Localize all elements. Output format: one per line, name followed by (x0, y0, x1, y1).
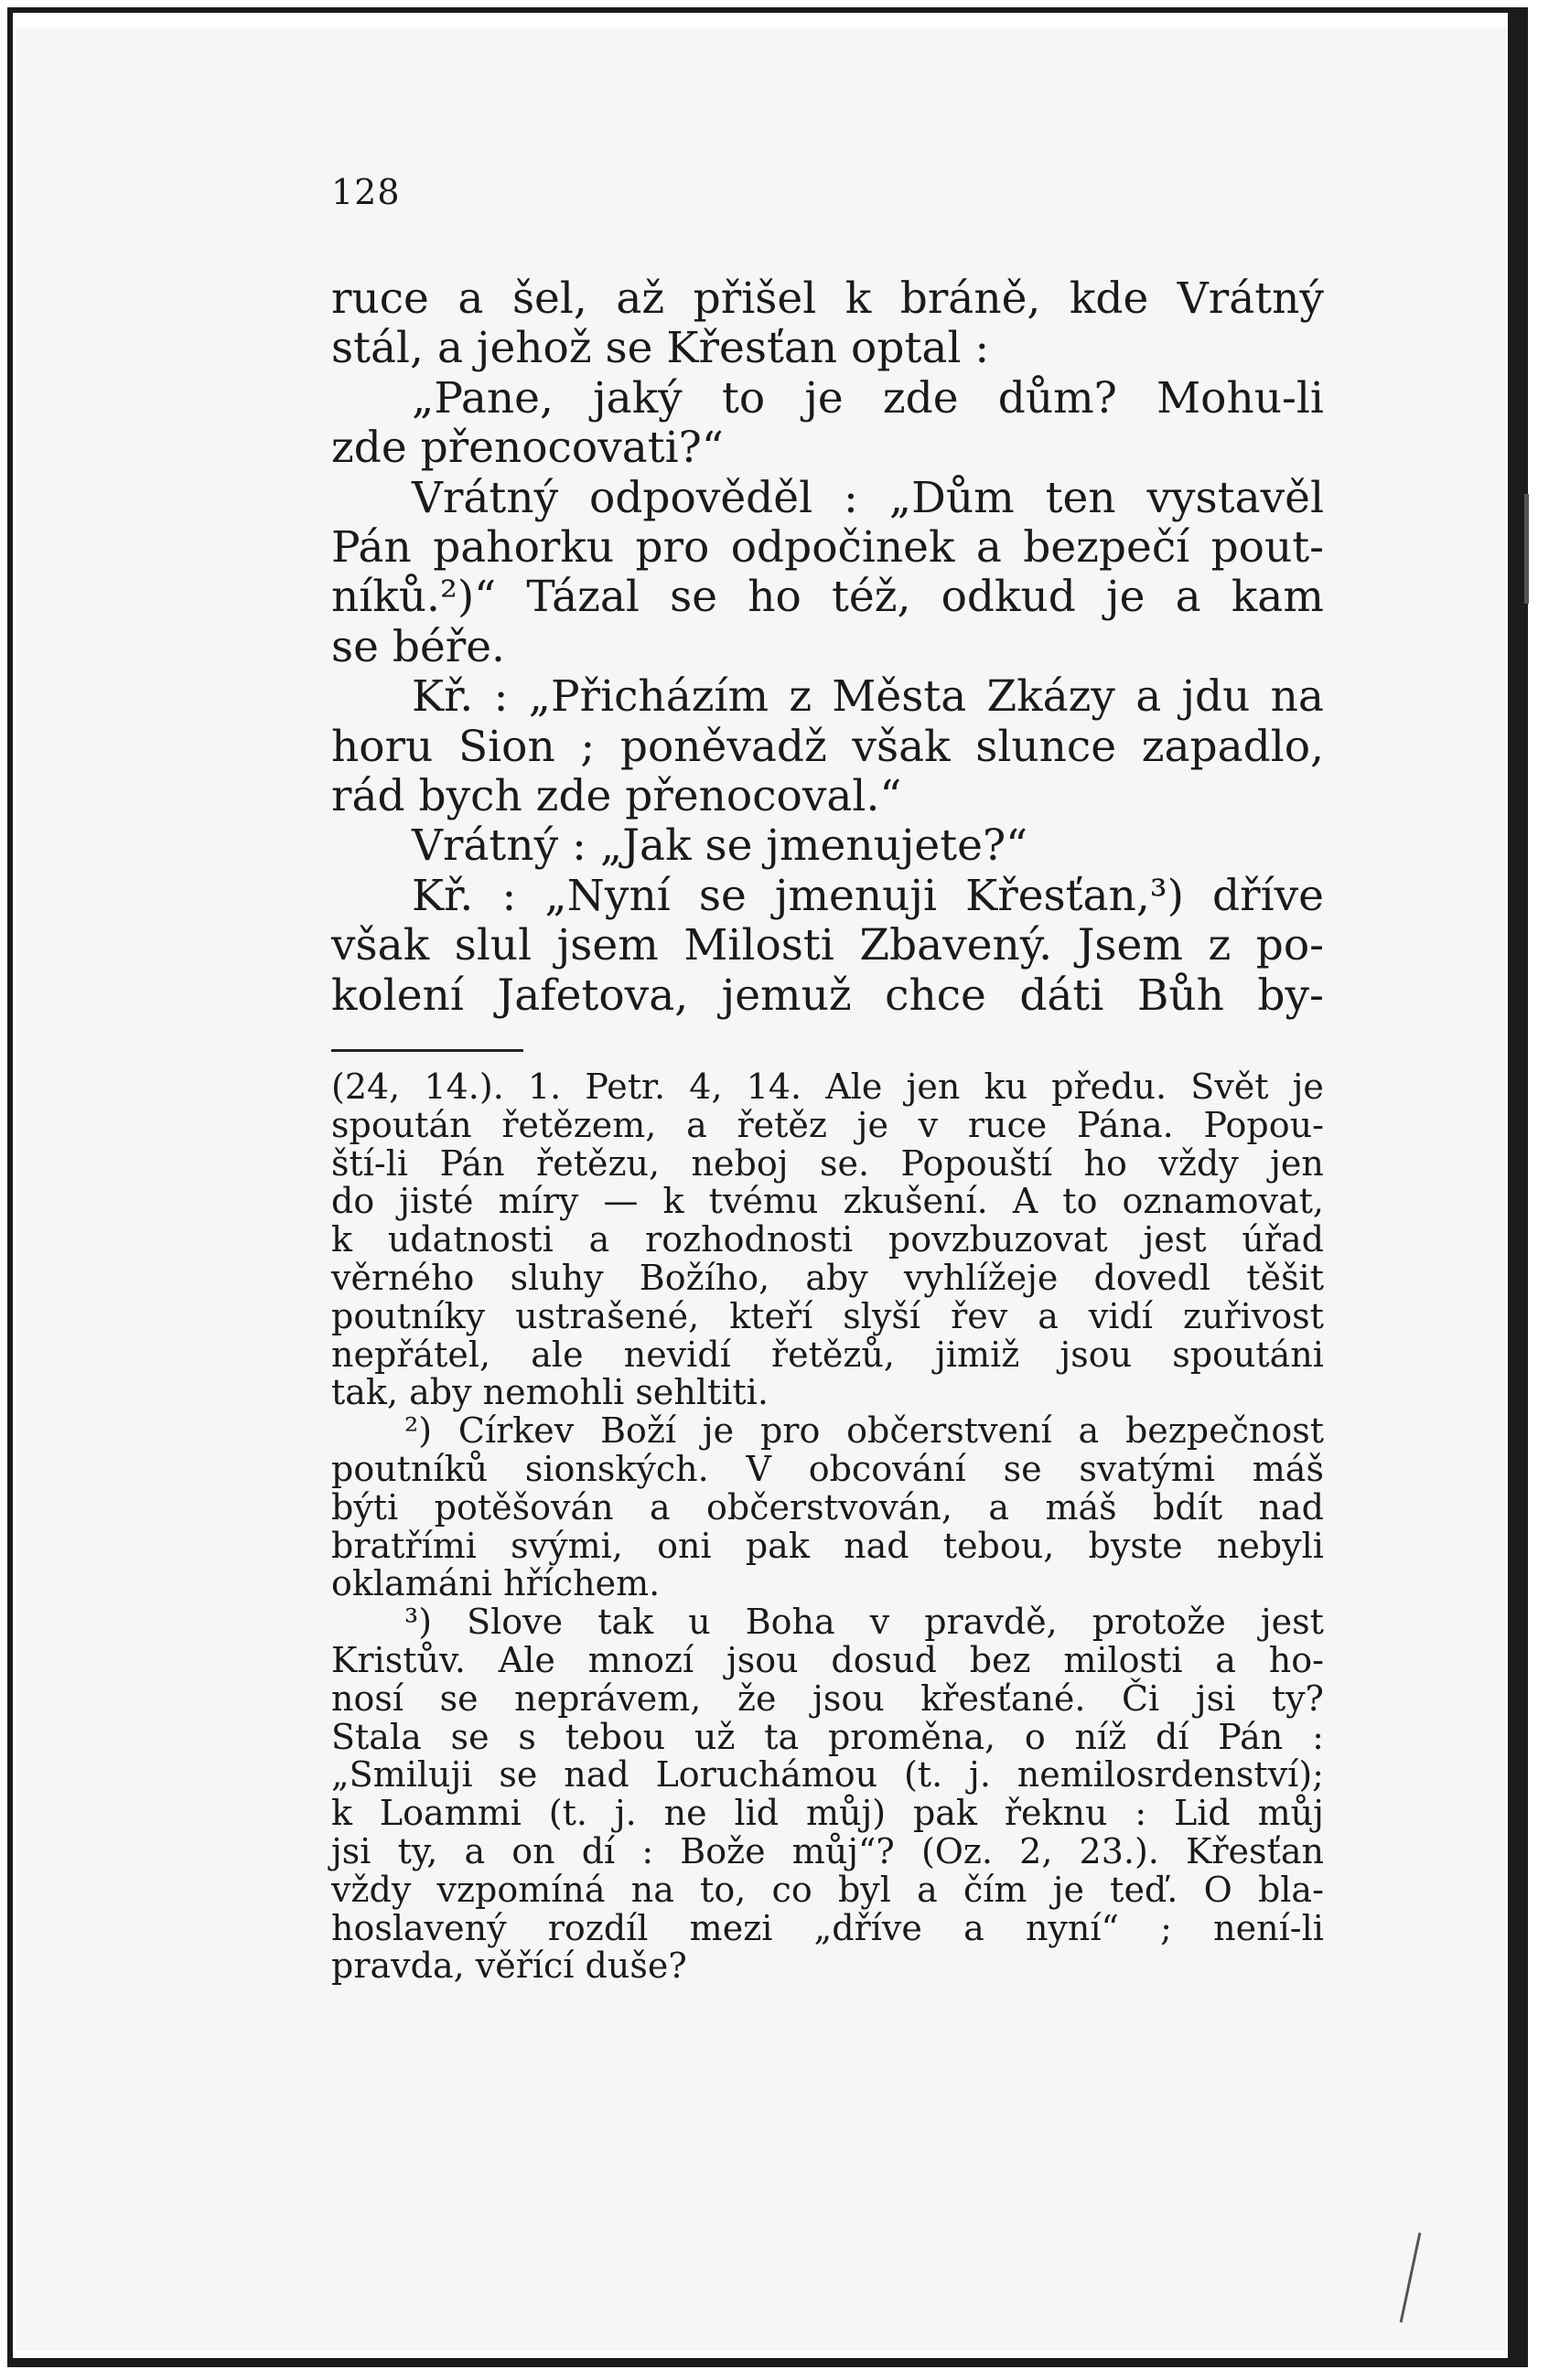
footnote-line: býti potěšován a občerstvován, a máš bdít nad (331, 1486, 1324, 1528)
text-line: „Pane, jaký to je zde dům? Mohu-li (412, 372, 1324, 423)
footnote-line: Stala se s tebou už ta proměna, o níž dí Pán : (331, 1716, 1324, 1757)
footnote-line: oklamáni hříchem. (331, 1563, 661, 1604)
footnote-line: do jisté míry — k tvému zkušení. A to oznamovat, (331, 1181, 1324, 1222)
text-line: však slul jsem Milosti Zbavený. Jsem z po- (331, 920, 1324, 971)
footnote-line: ³) Slove tak u Boha v pravdě, protože jest (404, 1602, 1324, 1643)
text-line: Pán pahorku pro odpočinek a bezpečí pout- (331, 522, 1324, 574)
text-line: níků.²)“ Tázal se ho též, odkud je a kam (331, 572, 1324, 623)
text-line: zde přenocovati?“ (331, 423, 724, 474)
footnote-line: bratřími svými, oni pak nad tebou, byste nebyli (331, 1525, 1324, 1566)
text-line: ruce a šel, až přišel k bráně, kde Vrátný (331, 273, 1324, 324)
footnote-line: věrného sluhy Božího, aby vyhlížeje dovedl těšit (331, 1257, 1324, 1298)
footnote-line: k udatnosti a rozhodnosti povzbuzovat jest úřad (331, 1219, 1324, 1260)
footnote-line: ²) Církev Boží je pro občerstvení a bezpečnost (404, 1410, 1324, 1452)
footnote-line: spoután řetězem, a řetěz je v ruce Pána. Popou- (331, 1104, 1324, 1145)
footnote-line: „Smiluji se nad Loruchámou (t. j. nemilosrdenství); (331, 1754, 1324, 1796)
main-text (331, 274, 1324, 1021)
footnote-line: nosí se neprávem, že jsou křesťané. Či jsi ty? (331, 1678, 1324, 1719)
text-line: Vrátný : „Jak se jmenujete?“ (412, 820, 1028, 872)
footnotes (331, 1068, 1324, 1986)
scan-mark (1524, 494, 1529, 604)
text-line: se béře. (331, 621, 505, 672)
footnote-line: nepřátel, ale nevidí řetězů, jimiž jsou spoutáni (331, 1334, 1324, 1375)
footnote-line: poutníky ustrašené, kteří slyší řev a vidí zuřivost (331, 1295, 1324, 1336)
footnote-line: vždy vzpomíná na to, co byl a čím je teď. O bla- (331, 1869, 1324, 1910)
footnote-line: (24, 14.). 1. Petr. 4, 14. Ale jen ku předu. Svět je (331, 1067, 1324, 1107)
footnote-line: hoslavený rozdíl mezi „dříve a nyní“ ; není-li (331, 1907, 1324, 1948)
footnote-line: ští-li Pán řetězu, neboj se. Popouští ho vždy jen (331, 1142, 1324, 1184)
text-line: rád bych zde přenocoval.“ (331, 771, 902, 822)
footnote-line: Kristův. Ale mnozí jsou dosud bez milosti a ho- (331, 1639, 1324, 1680)
text-line: Vrátný odpověděl : „Dům ten vystavěl (412, 472, 1324, 523)
footnote-line: tak, aby nemohli sehltiti. (331, 1372, 769, 1413)
text-line: Kř. : „Nyní se jmenuji Křesťan,³) dříve (412, 870, 1324, 921)
footnote-line: poutníků sionských. V obcování se svatými máš (331, 1448, 1324, 1489)
text-line: Kř. : „Přicházím z Města Zkázy a jdu na (412, 671, 1324, 723)
footnote-line: jsi ty, a on dí : Bože můj“? (Oz. 2, 23.). Křesťan (331, 1830, 1324, 1871)
text-line: stál, a jehož se Křesťan optal : (331, 323, 990, 374)
footnote-line: pravda, věřící duše? (331, 1946, 687, 1987)
footnote-line: k Loammi (t. j. ne lid můj) pak řeknu : Lid můj (331, 1793, 1324, 1834)
footnote-separator (331, 1049, 523, 1052)
text-line: horu Sion ; poněvadž však slunce zapadlo, (331, 721, 1324, 772)
page-number: 128 (331, 172, 401, 212)
text-line: kolení Jafetova, jemuž chce dáti Bůh by- (331, 970, 1324, 1021)
